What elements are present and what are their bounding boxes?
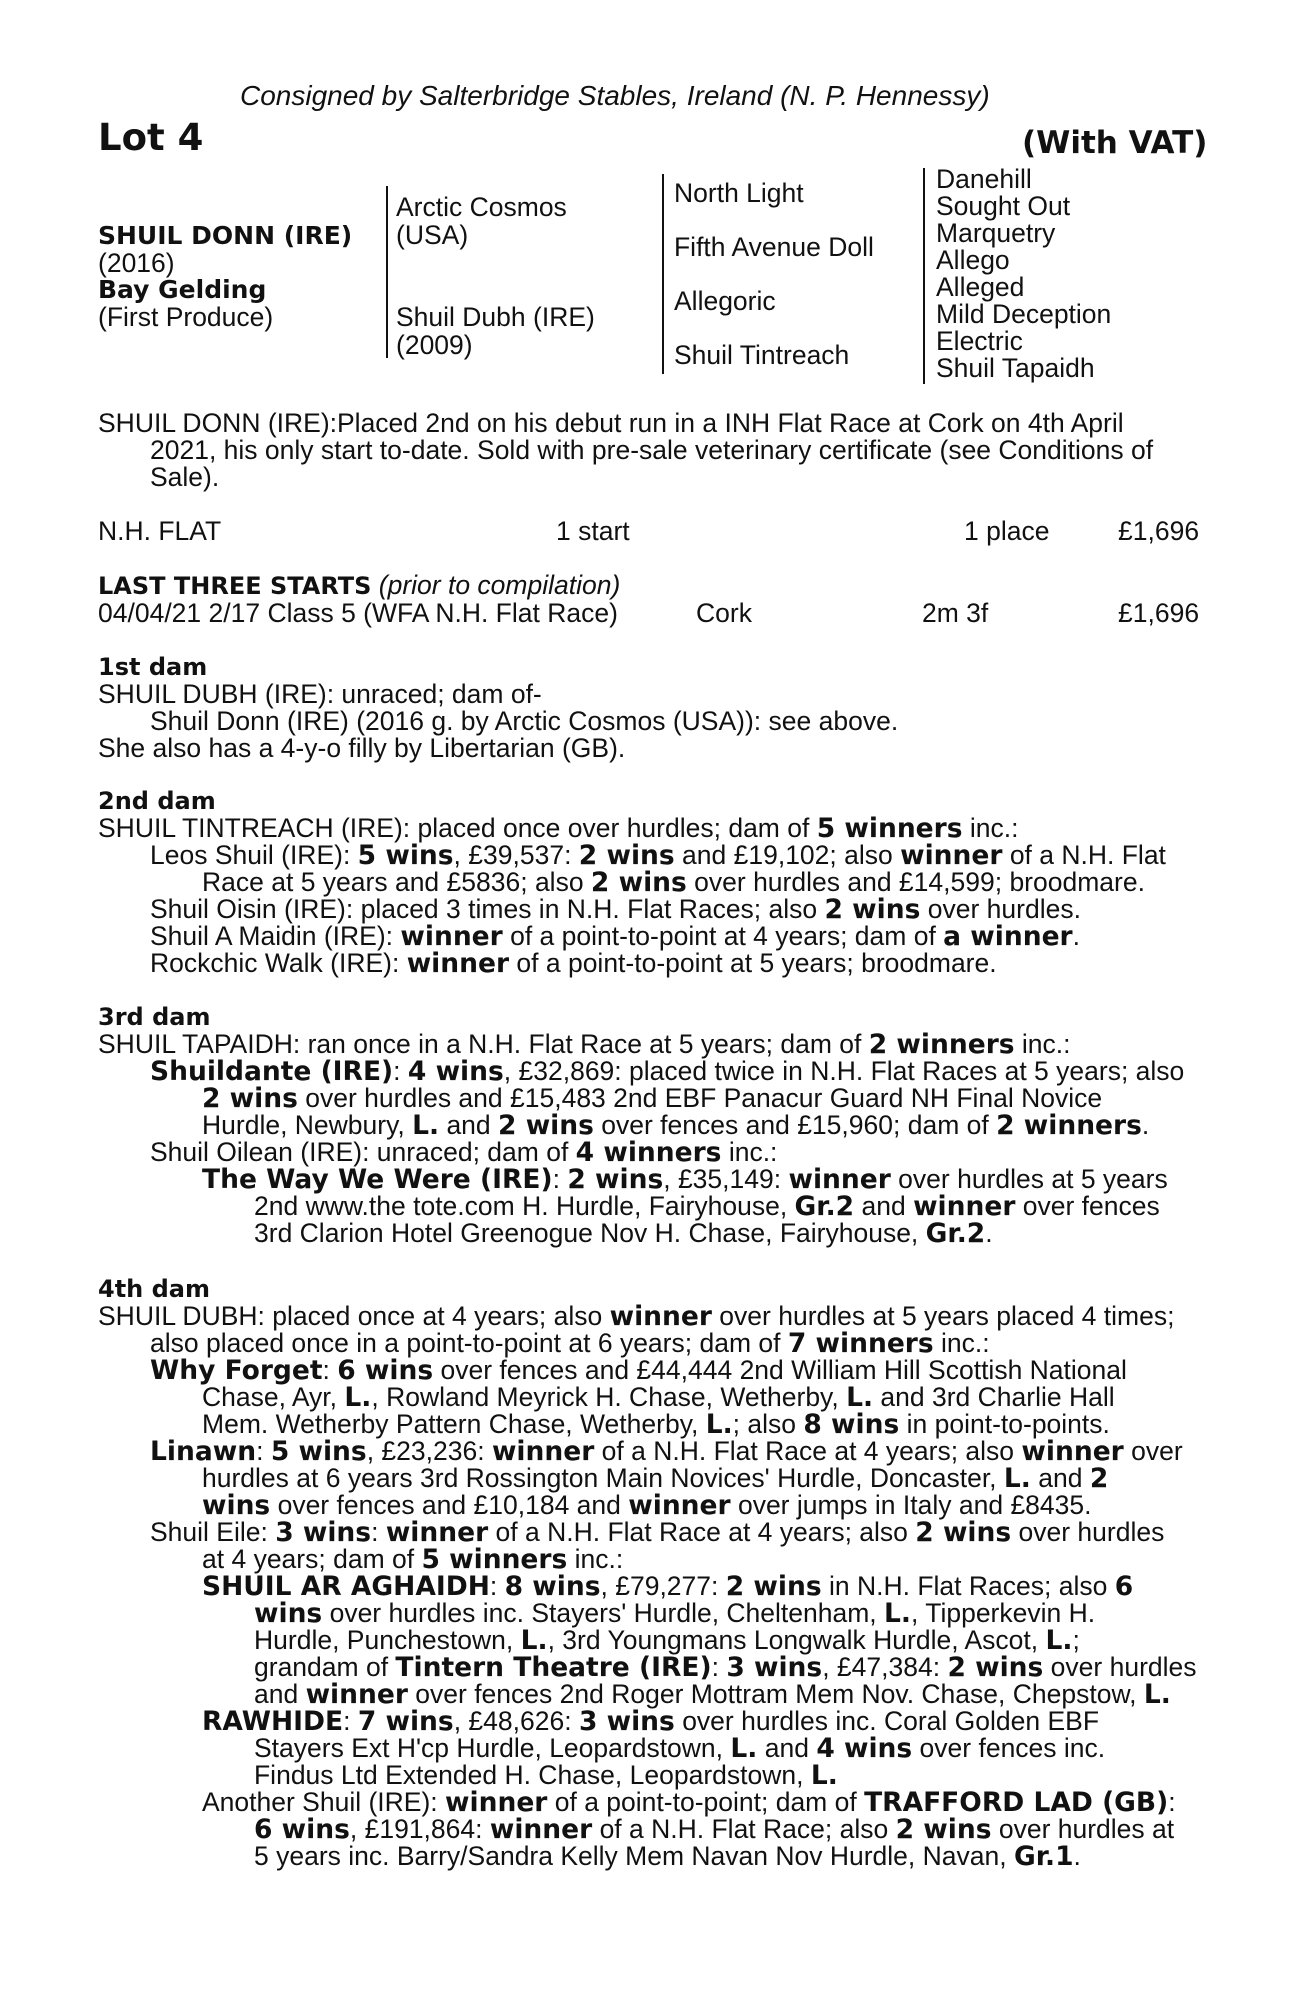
horse-name: SHUIL DONN (IRE) bbox=[98, 221, 353, 250]
offspring-entry: Shuil Oisin (IRE): placed 3 times in N.H. Flat Races; also 2 wins over hurdles. bbox=[150, 894, 1081, 925]
offspring-entry: Shuil Oilean (IRE): unraced; dam of 4 winners inc.: bbox=[150, 1137, 778, 1168]
sire-name: Arctic Cosmos bbox=[396, 192, 567, 222]
horse-year: (2016) bbox=[98, 248, 175, 278]
section-heading: 2nd dam bbox=[98, 787, 216, 815]
offspring-entry: Shuil A Maidin (IRE): winner of a point-to-point at 4 years; dam of a winner. bbox=[150, 921, 1080, 952]
record-starts: 1 start bbox=[556, 516, 630, 546]
section-heading: 4th dam bbox=[98, 1275, 210, 1303]
pedigree-gen2-item: Shuil Tintreach bbox=[674, 340, 850, 370]
last-start-distance: 2m 3f bbox=[922, 598, 989, 628]
fourth-dam-section: 4th dam SHUIL DUBH: placed once at 4 years; also winner over hurdles at 5 years placed 4 times; also placed once in a point-to-point at 6 years; dam of 7 winners inc.: Why Forget: 6 wins over fences and £44,444 2nd William Hill Scottish National Chase, Ayr, L., Rowland Meyrick H. Chase, Wetherby, L. and 3rd Charlie Hall Mem. Wetherby Pattern Chase, Wetherby, L.; also 8 wins in point-to-points. Linawn: 5 wins, £23,236: winner of a N.H. Flat Race at 4 years; also winner over hurdles at 6 years 3rd Rossington Main Novices' Hurdle, Doncaster, L. and 2 wins over fences and £10,184 and winner over jumps in Italy and £8435. Shuil Eile: 3 wins: winner of a N.H. Flat Race at 4 years; also 2 wins over hurdles at 4 years; dam of 5 winners inc.: SHUIL AR AGHAIDH: 8 wins, £79,277: 2 wins in N.H. Flat Races; also 6 wins over hurdles inc. Stayers' Hurdle, Cheltenham, L., Tipperkevin H. Hurdle, Punchestown, L., 3rd Youngmans Longwalk Hurdle, Ascot, L.; grandam of Tintern Theatre (IRE): 3 wins, £47,384: 2 wins over hurdles and winner over fences 2nd Roger Mottram Mem Nov. Chase, Chepstow, L. RAWHIDE: 7 wins, £48,626: 3 wins over hurdles inc. Coral Golden EBF Stayers Ext H'cp Hurdle, Leopardstown, L. and 4 wins over fences inc. Findus Ltd Extended H. Chase, Leopardstown, L. Another Shuil (IRE): winner of a point-to-point; dam of TRAFFORD LAD (GB): 6 wins, £191,864: winner of a N.H. Flat Race; also 2 wins over hurdles at 5 years inc. Barry/Sandra Kelly Mem Navan Nov Hurdle, Navan, Gr.1. bbox=[98, 1276, 1208, 1870]
pedigree-gen3-item: Alleged bbox=[936, 272, 1025, 302]
record-prize: £1,696 bbox=[1118, 516, 1200, 546]
pedigree-gen3-item: Mild Deception bbox=[936, 299, 1112, 329]
pedigree-gen3-item: Electric bbox=[936, 326, 1023, 356]
third-dam-section: 3rd dam SHUIL TAPAIDH: ran once in a N.H. Flat Race at 5 years; dam of 2 winners inc.: Shuildante (IRE): 4 wins, £32,869: placed twice in N.H. Flat Races at 5 years; also 2 wins over hurdles and £15,483 2nd EBF Panacur Guard NH Final Novice Hurdle, Newbury, L. and 2 wins over fences and £15,960; dam of 2 winners. Shuil Oilean (IRE): unraced; dam of 4 winners inc.: The Way We Were (IRE): 2 wins, £35,149: winner over hurdles at 5 years 2nd www.the tote.com H. Hurdle, Fairyhouse, Gr.2 and winner over fences 3rd Clarion Hotel Greenogue Nov H. Chase, Fairyhouse, Gr.2. bbox=[98, 1004, 1208, 1247]
vat-note: (With VAT) bbox=[1022, 125, 1208, 161]
offspring-entry: Rockchic Walk (IRE): winner of a point-to-point at 5 years; broodmare. bbox=[150, 948, 997, 979]
pedigree-gen2-item: North Light bbox=[674, 178, 804, 208]
offspring-entry: Another Shuil (IRE): winner of a point-to-point; dam of TRAFFORD LAD (GB): 6 wins, £191,864: winner of a N.H. Flat Race; also 2 wins over hurdles at 5 years inc. Barry/Sandra Kelly Mem Navan Nov Hurdle, Navan, Gr.1. bbox=[202, 1787, 1176, 1872]
section-heading: 1st dam bbox=[98, 653, 208, 681]
sire-origin: (USA) bbox=[396, 220, 469, 250]
offspring-entry: SHUIL AR AGHAIDH: 8 wins, £79,277: 2 wins in N.H. Flat Races; also 6 wins over hurdles inc. Stayers' Hurdle, Cheltenham, L., Tipperkevin H. Hurdle, Punchestown, L., 3rd Youngmans Longwalk Hurdle, Ascot, L.; grandam of Tintern Theatre (IRE): 3 wins, £47,384: 2 wins over hurdles and winner over fences 2nd Roger Mottram Mem Nov. Chase, Chepstow, L. bbox=[202, 1571, 1197, 1710]
section-heading: 3rd dam bbox=[98, 1003, 211, 1031]
record-label: N.H. FLAT bbox=[98, 516, 222, 546]
offspring-entry: RAWHIDE: 7 wins, £48,626: 3 wins over hurdles inc. Coral Golden EBF Stayers Ext H'cp Hurdle, Leopardstown, L. and 4 wins over fences inc. Findus Ltd Extended H. Chase, Leopardstown, L. bbox=[202, 1706, 1106, 1791]
offspring-entry: Linawn: 5 wins, £23,236: winner of a N.H. Flat Race at 4 years; also winner over hurdles at 6 years 3rd Rossington Main Novices' Hurdle, Doncaster, L. and 2 wins over fences and £10,184 and winner over jumps in Italy and £8435. bbox=[150, 1436, 1183, 1521]
pedigree-divider bbox=[386, 186, 388, 358]
pedigree-gen3-item: Danehill bbox=[936, 164, 1032, 194]
offspring-entry: The Way We Were (IRE): 2 wins, £35,149: winner over hurdles at 5 years 2nd www.the tote.com H. Hurdle, Fairyhouse, Gr.2 and winner over fences 3rd Clarion Hotel Greenogue Nov H. Chase, Fairyhouse, Gr.2. bbox=[202, 1164, 1168, 1249]
second-dam-section: 2nd dam SHUIL TINTREACH (IRE): placed once over hurdles; dam of 5 winners inc.: Leos Shuil (IRE): 5 wins, £39,537: 2 wins and £19,102; also winner of a N.H. Flat Race at 5 years and £5836; also 2 wins over hurdles and £14,599; broodmare. Shuil Oisin (IRE): placed 3 times in N.H. Flat Races; also 2 wins over hurdles. Shuil A Maidin (IRE): winner of a point-to-point at 4 years; dam of a winner. Rockchic Walk (IRE): winner of a point-to-point at 5 years; broodmare. bbox=[98, 788, 1208, 977]
first-dam-section: 1st dam SHUIL DUBH (IRE): unraced; dam of- Shuil Donn (IRE) (2016 g. by Arctic Cosmos (USA)): see above. She also has a 4-y-o filly by Libertarian (GB). bbox=[98, 654, 1208, 762]
record-places: 1 place bbox=[964, 516, 1050, 546]
pedigree-gen3-item: Marquetry bbox=[936, 218, 1056, 248]
horse-type: Bay Gelding bbox=[98, 275, 267, 304]
offspring-entry: Why Forget: 6 wins over fences and £44,444 2nd William Hill Scottish National Chase, Ayr, L., Rowland Meyrick H. Chase, Wetherby, L. and 3rd Charlie Hall Mem. Wetherby Pattern Chase, Wetherby, L.; also 8 wins in point-to-points. bbox=[150, 1355, 1127, 1440]
last-start-date: 04/04/21 2/17 Class 5 (WFA N.H. Flat Race) bbox=[98, 598, 618, 628]
last-start-course: Cork bbox=[696, 598, 752, 628]
pedigree-gen2-item: Fifth Avenue Doll bbox=[674, 232, 874, 262]
pedigree-divider bbox=[923, 168, 925, 384]
last-three-heading: LAST THREE STARTS (prior to compilation) bbox=[98, 570, 621, 600]
pedigree-gen3-item: Shuil Tapaidh bbox=[936, 353, 1095, 383]
summary-paragraph: SHUIL DONN (IRE):Placed 2nd on his debut run in a INH Flat Race at Cork on 4th April 2021, his only start to-date. Sold with pre-sale veterinary certificate (see Conditions of Sale). bbox=[98, 408, 1154, 492]
dam-name: Shuil Dubh (IRE) bbox=[396, 302, 595, 332]
horse-note: (First Produce) bbox=[98, 302, 274, 332]
offspring-entry: Shuil Eile: 3 wins: winner of a N.H. Flat Race at 4 years; also 2 wins over hurdles at 4 years; dam of 5 winners inc.: bbox=[150, 1517, 1165, 1575]
dam-year: (2009) bbox=[396, 330, 473, 360]
offspring-entry: Shuildante (IRE): 4 wins, £32,869: placed twice in N.H. Flat Races at 5 years; also 2 wins over hurdles and £15,483 2nd EBF Panacur Guard NH Final Novice Hurdle, Newbury, L. and 2 wins over fences and £15,960; dam of 2 winners. bbox=[150, 1056, 1185, 1141]
consignor-line: Consigned by Salterbridge Stables, Ireland (N. P. Hennessy) bbox=[240, 80, 990, 111]
pedigree-gen3-item: Sought Out bbox=[936, 191, 1071, 221]
lot-number: Lot 4 bbox=[98, 116, 204, 159]
pedigree-gen2-item: Allegoric bbox=[674, 286, 776, 316]
last-start-prize: £1,696 bbox=[1118, 598, 1200, 628]
pedigree-divider bbox=[662, 174, 664, 374]
pedigree-gen3-item: Allego bbox=[936, 245, 1010, 275]
offspring-entry: Leos Shuil (IRE): 5 wins, £39,537: 2 wins and £19,102; also winner of a N.H. Flat Race at 5 years and £5836; also 2 wins over hurdles and £14,599; broodmare. bbox=[150, 840, 1166, 898]
